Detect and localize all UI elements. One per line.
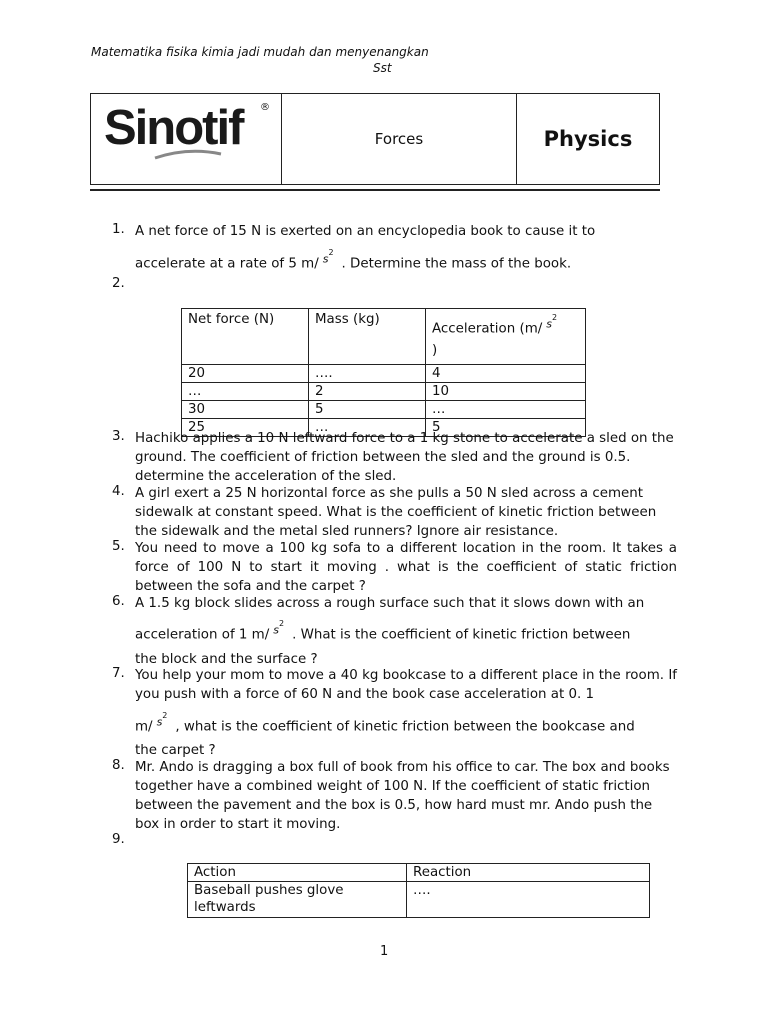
logo-swoosh-icon <box>153 149 223 161</box>
question-number: 4. <box>112 484 125 499</box>
table-cell: 30 <box>182 400 309 418</box>
table-row <box>182 400 586 418</box>
table-cell: … <box>182 382 309 400</box>
table-cell: …. <box>309 364 426 382</box>
title-double-rule <box>90 184 660 191</box>
question-4: A girl exert a 25 N horizontal force as she pulls a 50 N sled across a cement sidewalk at constant speed. What is the coefficient of kinetic friction between the sidewalk and the metal sled runners? Ignore air resistance. <box>135 486 657 539</box>
q1-text-b: . Determine the mass of the book. <box>341 256 572 272</box>
question-6-line1: A 1.5 kg block slides across a rough surface such that it slows down with an <box>135 596 645 611</box>
table-cell: 4 <box>426 364 586 382</box>
s-squared: $s^2$ <box>273 619 285 637</box>
header-tagline: Matematika fisika kimia jadi mudah dan menyenangkan <box>91 45 429 59</box>
table-cell: 2 <box>309 382 426 400</box>
table-row <box>182 364 586 382</box>
table-row <box>188 882 650 918</box>
registered-mark: ® <box>260 102 270 113</box>
table-cell: 5 <box>309 400 426 418</box>
header-sst: Sst <box>373 61 392 75</box>
q7-text-b: , what is the coefficient of kinetic friction between the bookcase and <box>175 719 635 735</box>
table-cell: 20 <box>182 364 309 382</box>
table-header: Net force (N) <box>182 309 309 365</box>
table-header: Acceleration (m/ $s^2$ ) <box>426 309 586 365</box>
table-cell: 5 <box>426 418 586 436</box>
table-header-row <box>188 864 650 882</box>
question-number: 2. <box>112 276 125 291</box>
question-8: Mr. Ando is dragging a box full of book from his office to car. The box and books together have a combined weight of 100 N. If the coefficient of static friction between the pavement and the box is 0.5, how hard must mr. Ando push the box in order to start it moving. <box>135 760 670 832</box>
question-number: 3. <box>112 429 125 444</box>
table-header: Reaction <box>407 864 650 882</box>
question-7-line1: You help your mom to move a 40 kg bookcase to a different place in the room. If you push with a force of 60 N and the book case acceleration at 0. 1 <box>135 668 677 702</box>
question-6-line3: the block and the surface ? <box>135 652 318 667</box>
question-7-line2 <box>135 711 677 737</box>
q6-text-b: . What is the coefficient of kinetic friction between <box>292 627 631 643</box>
question-number: 9. <box>112 832 125 847</box>
question-1-line1: A net force of 15 N is exerted on an encyclopedia book to cause it to <box>135 224 596 239</box>
page-number: 1 <box>380 944 389 959</box>
table-cell: 25 <box>182 418 309 436</box>
table-cell: Baseball pushes glove leftwards <box>188 882 407 918</box>
logo-cell <box>91 94 282 184</box>
question-number: 8. <box>112 758 125 773</box>
force-mass-acceleration-table <box>181 308 586 437</box>
title-box <box>90 93 660 185</box>
table-header-row <box>182 309 586 365</box>
question-number: 7. <box>112 666 125 681</box>
topic-cell: Forces <box>282 94 517 184</box>
table-cell: … <box>309 418 426 436</box>
action-reaction-table <box>187 863 650 918</box>
s-squared: $s^2$ <box>156 711 168 729</box>
s-squared: $s^2$ <box>322 248 334 266</box>
sinotif-logo: Sinotif <box>104 101 243 155</box>
question-number: 5. <box>112 539 125 554</box>
q7-text-a: m/ <box>135 719 153 735</box>
q1-text-a: accelerate at a rate of 5 m/ <box>135 256 319 272</box>
table-row <box>182 382 586 400</box>
q6-text-a: acceleration of 1 m/ <box>135 627 270 643</box>
question-number: 6. <box>112 594 125 609</box>
question-3: Hachiko applies a 10 N leftward force to a 1 kg stone to accelerate a sled on the ground. The coefficient of friction between the sled and the ground is 0.5. determine the acceleration of the sled. <box>135 431 674 484</box>
question-6-line2 <box>135 619 677 645</box>
question-number: 1. <box>112 222 125 237</box>
table-header: Mass (kg) <box>309 309 426 365</box>
table-cell: …. <box>407 882 650 918</box>
question-1-line2 <box>135 248 677 274</box>
subject-cell: Physics <box>543 127 633 151</box>
table-cell: … <box>426 400 586 418</box>
table-header: Action <box>188 864 407 882</box>
question-5: You need to move a 100 kg sofa to a different location in the room. It takes a force of 100 N to start it moving . what is the coefficient of static friction between the sofa and the carpet ? <box>135 541 677 594</box>
question-7-line3: the carpet ? <box>135 743 216 758</box>
table-cell: 10 <box>426 382 586 400</box>
